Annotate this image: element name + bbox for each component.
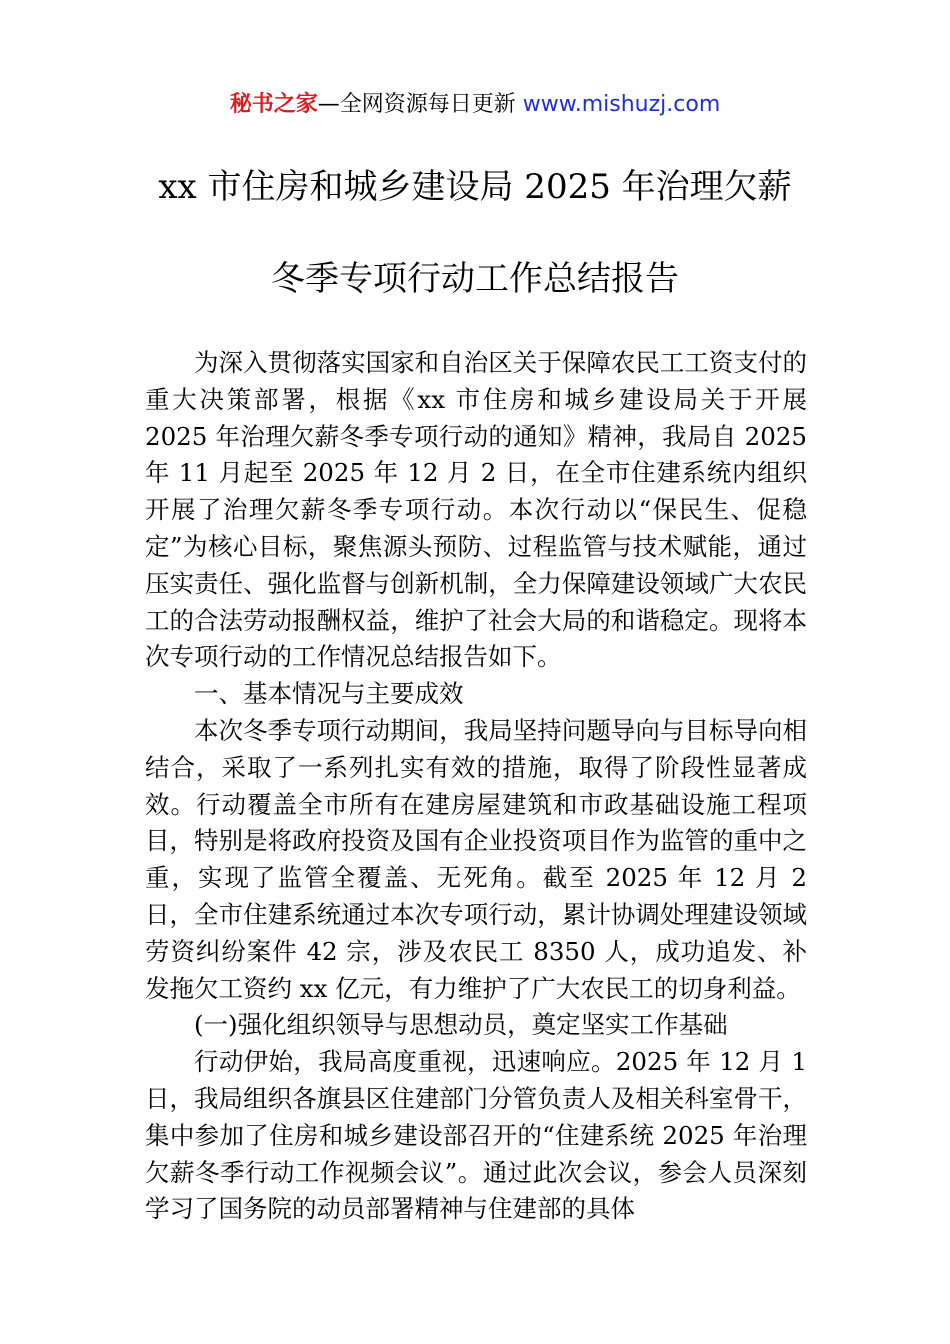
- subsection-1-paragraph: 行动伊始，我局高度重视，迅速响应。2025 年 12 月 1 日，我局组织各旗县区住建部门分管负责人及相关科室骨干，集中参加了住房和城乡建设部召开的“住建系统 2025 年治理欠薪冬季行动工作视频会议”。通过此次会议，参会人员深刻学习了国务院的动员部署精神与住建部的具体: [145, 1047, 807, 1224]
- document-title-line-2: 冬季专项行动工作总结报告: [271, 259, 679, 299]
- intro-paragraph: 为深入贯彻落实国家和自治区关于保障农民工工资支付的重大决策部署，根据《xx 市住房和城乡建设局关于开展 2025 年治理欠薪冬季专项行动的通知》精神，我局自 2025 年 11 月起至 2025 年 12 月 2 日，在全市住建系统内组织开展了治理欠薪冬季专项行动。本次行动以“保民生、促稳定”为核心目标，聚焦源头预防、过程监管与技术赋能，通过压实责任、强化监督与创新机制，全力保障建设领域广大农民工的合法劳动报酬权益，维护了社会大局的和谐稳定。现将本次专项行动的工作情况总结报告如下。: [145, 348, 807, 672]
- header-slogan: —全网资源每日更新: [317, 92, 523, 117]
- subsection-heading-1: (一)强化组织领导与思想动员，奠定坚实工作基础: [194, 1010, 728, 1040]
- section-1-paragraph: 本次冬季专项行动期间，我局坚持问题导向与目标导向相结合，采取了一系列扎实有效的措施，取得了阶段性显著成效。行动覆盖全市所有在建房屋建筑和市政基础设施工程项目，特别是将政府投资及国有企业投资项目作为监管的重中之重，实现了监管全覆盖、无死角。截至 2025 年 12 月 2 日，全市住建系统通过本次专项行动，累计协调处理建设领域劳资纠纷案件 42 宗，涉及农民工 8350 人，成功追发、补发拖欠工资约 xx 亿元，有力维护了广大农民工的切身利益。: [145, 715, 807, 1003]
- document-title-line-1: xx 市住房和城乡建设局 2025 年治理欠薪: [158, 167, 792, 207]
- section-heading-1: 一、基本情况与主要成效: [194, 679, 464, 709]
- brand-name: 秘书之家: [229, 92, 318, 117]
- site-url-link[interactable]: www.mishuzj.com: [522, 92, 721, 117]
- document-body: [145, 345, 807, 1228]
- site-header: [0, 88, 950, 122]
